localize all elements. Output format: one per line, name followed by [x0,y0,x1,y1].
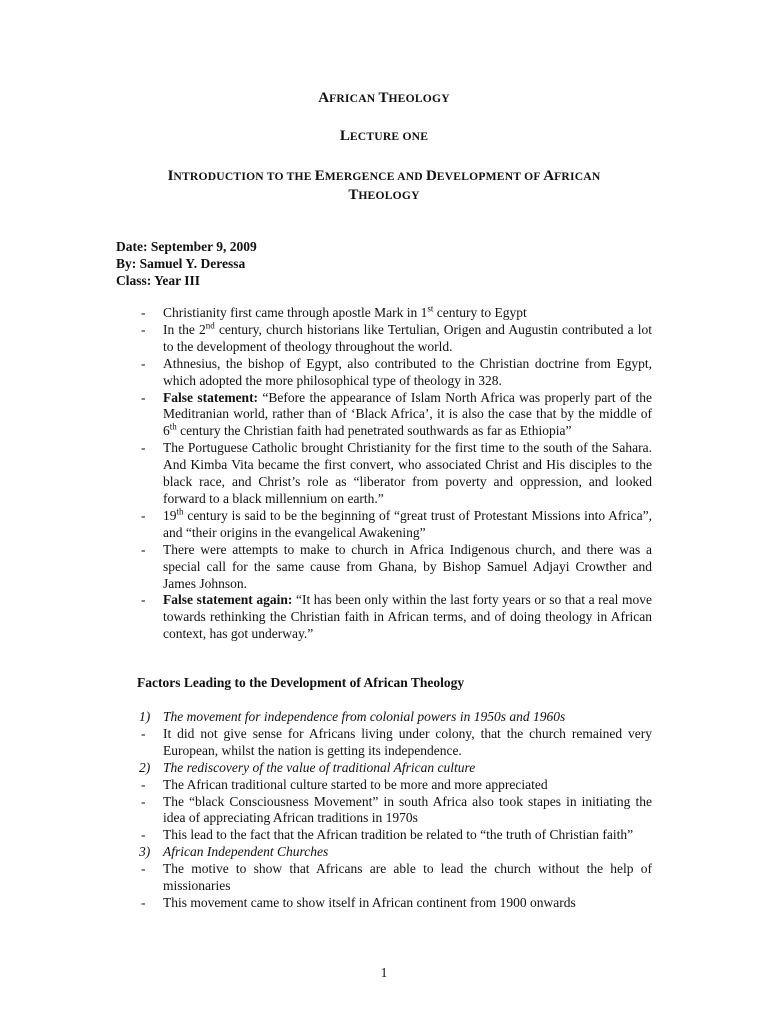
bullet-dash: - [141,389,146,405]
list-item: - 19th century is said to be the beginning of “great trust of Protestant Missions into Africa”, and “their origins in the evangelical Awakening” [141,506,652,540]
factor-heading-1: 1) The movement for independence from colonial powers in 1950s and 1960s [139,709,566,724]
lecture-subtitle-line-1: INTRODUCTION TO THE EMERGENCE AND DEVELOPMENT OF AFRICAN [167,168,601,184]
lecture-date: Date: September 9, 2009 [116,239,257,254]
bullet-dash: - [141,861,146,877]
lecture-class: Class: Year III [116,273,201,288]
bullet-dash: - [141,355,146,371]
bullet-dash: - [141,725,146,741]
list-item: - False statement again: “It has been only within the last forty years or so that a real move towards rethinking the Christian faith in African terms, and of doing theology in African context, has got underway.” [141,592,652,642]
bullet-dash: - [141,592,146,608]
bullet-dash: - [141,827,146,843]
bullet-dash: - [141,321,146,337]
list-item: - Christianity first came through apostle Mark in 1st century to Egypt [141,303,527,320]
bullet-dash: - [141,507,146,523]
bullet-dash: - [141,541,146,557]
list-item: - The “black Consciousness Movement” in south Africa also took stapes in initiating the idea of appreciating African traditions in 1970s [141,793,652,826]
history-bullet-list [116,305,652,643]
lecture-subtitle-line-2: THEOLOGY [348,187,420,203]
bullet-dash: - [141,776,146,792]
list-item: - It did not give sense for Africans living under colony, that the church remained very European, whilst the nation is getting its independence. [141,725,652,758]
document-title: AFRICAN THEOLOGY [318,90,450,106]
lecture-label: LECTURE ONE [339,128,429,144]
list-item: - The Portuguese Catholic brought Christianity for the first time to the south of the Sahara. And Kimba Vita became the first convert, who associated Christ and His disciples to the black race, and Christ’s role as “liberator from poverty and oppression, and looked forward to a black millennium on earth.” [141,440,652,506]
list-item: - The motive to show that Africans are able to lead the church without the help of missionaries [141,861,652,894]
list-item: - This movement came to show itself in African continent from 1900 onwards [141,894,576,910]
list-item: - This lead to the fact that the African tradition be related to “the truth of Christian faith” [141,827,634,843]
bullet-dash: - [141,894,146,910]
factors-list [116,709,652,912]
lecture-subtitle [0,167,768,205]
lecture-meta [116,238,257,289]
lecture-author: By: Samuel Y. Deressa [116,256,246,271]
list-item: - False statement: “Before the appearance of Islam North Africa was properly part of the Meditranian world, rather than of ‘Black Africa’, it is also the case that by the middle of 6th century the Christian faith had penetrated southwards as far as Ethiopia” [141,389,652,439]
factors-heading: Factors Leading to the Development of African Theology [137,675,465,690]
list-item: - There were attempts to make to church in Africa Indigenous church, and there was a special call for the same cause from Ghana, by Bishop Samuel Adjayi Crowther and James Johnson. [141,541,652,591]
list-item: - Athnesius, the bishop of Egypt, also contributed to the Christian doctrine from Egypt, which adopted the more philosophical type of theology in 328. [141,355,652,388]
list-item: - In the 2nd century, church historians like Tertulian, Origen and Augustin contributed a lot to the development of theology throughout the world. [141,320,652,354]
bullet-dash: - [141,793,146,809]
factor-heading-3: 3) African Independent Churches [139,844,329,860]
list-item: - The African traditional culture started to be more and more appreciated [141,776,548,792]
bullet-dash: - [141,440,146,456]
bullet-dash: - [141,305,146,320]
page-number: 1 [380,965,388,980]
factor-heading-2: 2) The rediscovery of the value of traditional African culture [139,759,476,775]
